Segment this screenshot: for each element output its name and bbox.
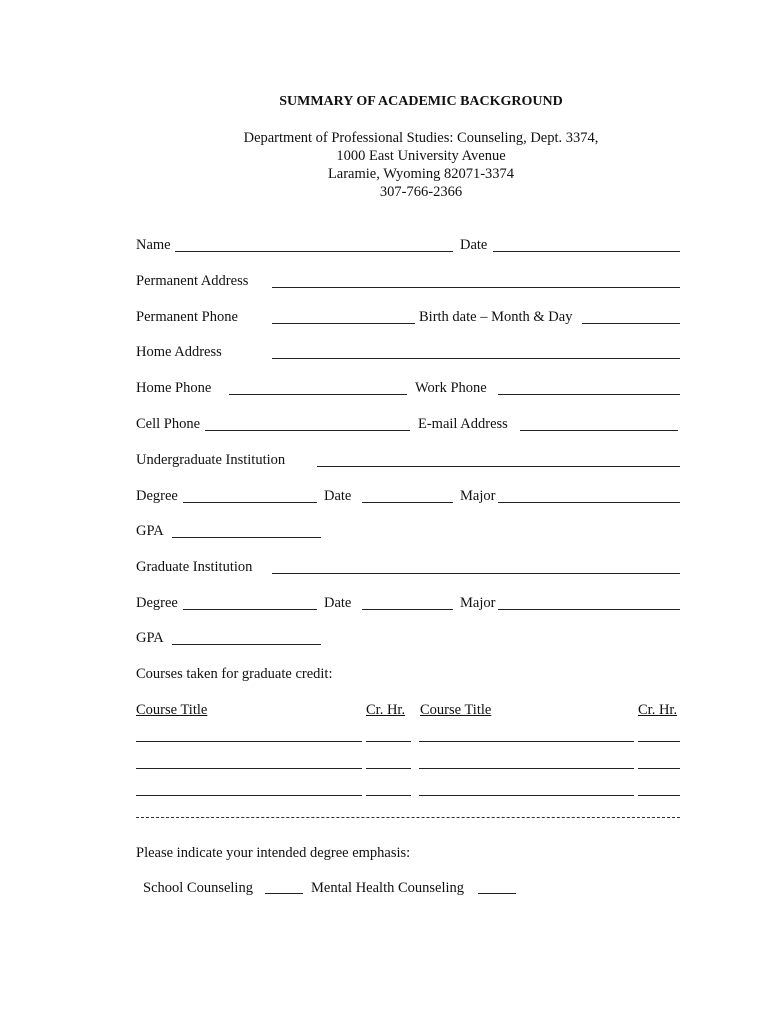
city-line: Laramie, Wyoming 82071-3374 xyxy=(327,166,515,182)
school-counseling-field[interactable] xyxy=(265,893,303,894)
birth-date-field[interactable] xyxy=(582,323,680,324)
grad-institution-label: Graduate Institution xyxy=(136,559,253,575)
course-title-field[interactable] xyxy=(419,768,634,769)
course-title-field[interactable] xyxy=(136,795,362,796)
grad-institution-field[interactable] xyxy=(272,573,680,574)
email-label: E-mail Address xyxy=(418,416,508,432)
major-field[interactable] xyxy=(498,502,680,503)
degree-label: Degree xyxy=(136,488,178,504)
degree-date2-label: Date xyxy=(324,595,352,611)
degree2-field[interactable] xyxy=(183,609,317,610)
address-line: 1000 East University Avenue xyxy=(336,148,506,164)
credit-hour-header-1: Cr. Hr. xyxy=(366,702,406,718)
credit-hour-field[interactable] xyxy=(366,741,411,742)
credit-hour-field[interactable] xyxy=(638,768,680,769)
permanent-address-field[interactable] xyxy=(272,287,680,288)
credit-hour-header-2: Cr. Hr. xyxy=(638,702,678,718)
work-phone-label: Work Phone xyxy=(415,380,487,396)
gpa-field[interactable] xyxy=(172,537,321,538)
phone-line: 307-766-2366 xyxy=(379,184,463,200)
course-title-header-1: Course Title xyxy=(136,702,208,718)
cell-phone-field[interactable] xyxy=(205,430,410,431)
home-address-label: Home Address xyxy=(136,344,222,360)
course-title-header-2: Course Title xyxy=(420,702,492,718)
degree-date-label: Date xyxy=(324,488,352,504)
credit-hour-field[interactable] xyxy=(638,741,680,742)
page-title: SUMMARY OF ACADEMIC BACKGROUND xyxy=(279,94,563,109)
mental-health-counseling-field[interactable] xyxy=(478,893,516,894)
course-title-field[interactable] xyxy=(136,768,362,769)
home-phone-label: Home Phone xyxy=(136,380,212,396)
courses-heading: Courses taken for graduate credit: xyxy=(136,666,333,682)
gpa2-field[interactable] xyxy=(172,644,321,645)
gpa-label: GPA xyxy=(136,523,164,539)
department-line: Department of Professional Studies: Counseling, Dept. 3374, xyxy=(243,130,599,146)
permanent-address-label: Permanent Address xyxy=(136,273,249,289)
name-field[interactable] xyxy=(175,251,453,252)
major2-label: Major xyxy=(460,595,496,611)
date-label: Date xyxy=(460,237,488,253)
permanent-phone-field[interactable] xyxy=(272,323,415,324)
major-label: Major xyxy=(460,488,496,504)
undergrad-institution-field[interactable] xyxy=(317,466,680,467)
gpa2-label: GPA xyxy=(136,630,164,646)
home-address-field[interactable] xyxy=(272,358,680,359)
degree-date2-field[interactable] xyxy=(362,609,453,610)
degree-date-field[interactable] xyxy=(362,502,453,503)
date-field[interactable] xyxy=(493,251,680,252)
degree-field[interactable] xyxy=(183,502,317,503)
cell-phone-label: Cell Phone xyxy=(136,416,201,432)
credit-hour-field[interactable] xyxy=(366,768,411,769)
course-title-field[interactable] xyxy=(136,741,362,742)
birth-date-label: Birth date – Month & Day xyxy=(419,309,573,325)
mental-health-counseling-label: Mental Health Counseling xyxy=(311,880,465,896)
major2-field[interactable] xyxy=(498,609,680,610)
course-title-field[interactable] xyxy=(419,795,634,796)
credit-hour-field[interactable] xyxy=(366,795,411,796)
emphasis-prompt: Please indicate your intended degree emphasis: xyxy=(136,845,411,861)
credit-hour-field[interactable] xyxy=(638,795,680,796)
school-counseling-label: School Counseling xyxy=(143,880,253,896)
undergrad-institution-label: Undergraduate Institution xyxy=(136,452,286,468)
work-phone-field[interactable] xyxy=(498,394,680,395)
course-title-field[interactable] xyxy=(419,741,634,742)
degree2-label: Degree xyxy=(136,595,178,611)
name-label: Name xyxy=(136,237,171,253)
permanent-phone-label: Permanent Phone xyxy=(136,309,238,325)
email-field[interactable] xyxy=(520,430,678,431)
home-phone-field[interactable] xyxy=(229,394,407,395)
section-divider xyxy=(136,817,680,818)
